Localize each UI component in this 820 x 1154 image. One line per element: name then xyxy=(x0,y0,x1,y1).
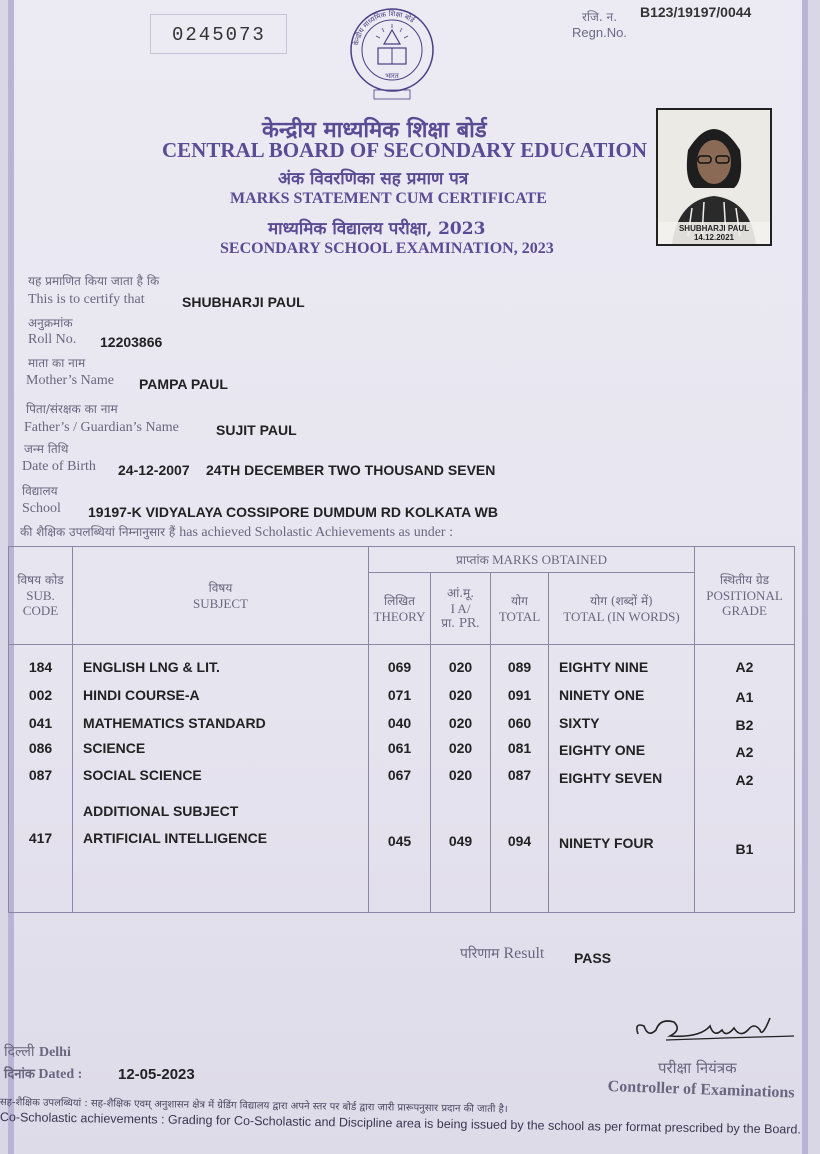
seal-arc-text: केन्द्रीय माध्यमिक शिक्षा बोर्ड xyxy=(352,9,416,47)
result-label: परिणाम Result xyxy=(460,945,545,962)
table-row-code: 087 xyxy=(28,767,53,783)
doc-title-hindi: अंक विवरणिका सह प्रमाण पत्र xyxy=(278,169,469,189)
additional-subject-label: ADDITIONAL SUBJECT xyxy=(83,803,239,819)
col-header-ia: आं.मू. I A/ प्रा. PR. xyxy=(431,573,491,645)
controller-title-hindi: परीक्षा नियंत्रक xyxy=(658,1059,737,1077)
serial-number: 0245073 xyxy=(172,24,266,46)
dob-words: 24TH DECEMBER TWO THOUSAND SEVEN xyxy=(206,462,496,478)
marks-table xyxy=(8,546,795,913)
ia-cell: 020 020 020 020 020 049 xyxy=(431,645,491,913)
table-row-code: 041 xyxy=(28,715,53,731)
table-row-subject: HINDI COURSE-A xyxy=(83,687,200,703)
mother-label: Mother’s Name xyxy=(26,373,114,388)
subjects-cell xyxy=(73,645,369,913)
seal-bottom-text: भारत xyxy=(385,72,399,80)
school-name: 19197-K VIDYALAYA COSSIPORE DUMDUM RD KOLKATA WB xyxy=(88,504,498,520)
table-row-code: 417 xyxy=(28,830,53,846)
theory-cell: 069 071 040 061 067 045 xyxy=(369,645,431,913)
table-row-subject: ARTIFICIAL INTELLIGENCE xyxy=(83,830,268,846)
dated-value: 12-05-2023 xyxy=(118,1066,195,1083)
total-words-cell: EIGHTY NINE NINETY ONE SIXTY EIGHTY ONE EIGHTY SEVEN NINETY FOUR xyxy=(549,645,695,913)
col-header-theory: लिखित THEORY xyxy=(369,573,431,645)
board-name: CENTRAL BOARD OF SECONDARY EDUCATION xyxy=(162,138,648,162)
table-row-subject: MATHEMATICS STANDARD xyxy=(83,715,266,731)
exam-title-hindi: माध्यमिक विद्यालय परीक्षा, 2023 xyxy=(268,219,486,239)
father-label: Father’s / Guardian’s Name xyxy=(24,420,179,435)
table-row-code: 002 xyxy=(28,687,53,703)
controller-signature-icon xyxy=(630,1008,800,1052)
exam-title: SECONDARY SCHOOL EXAMINATION, 2023 xyxy=(220,240,554,257)
mother-name: PAMPA PAUL xyxy=(139,376,228,392)
col-header-marks: प्राप्तांक MARKS OBTAINED xyxy=(369,547,695,573)
table-row-subject: ENGLISH LNG & LIT. xyxy=(83,659,220,675)
codes-cell xyxy=(9,645,73,913)
footer-note: Co-Scholastic achievements : Grading for Co-Scholastic and Discipline area is being issued by the school as per format prescribed by the Board. xyxy=(0,1110,801,1137)
controller-title: Controller of Examinations xyxy=(607,1078,795,1102)
dated-label: दिनांक Dated : xyxy=(4,1067,83,1082)
grade-cell: A2 A1 B2 A2 A2 B1 xyxy=(695,645,795,913)
father-name: SUJIT PAUL xyxy=(216,422,297,438)
dob-label: Date of Birth xyxy=(22,459,96,474)
student-photo xyxy=(656,108,772,246)
dob-label-hindi: जन्म तिथि xyxy=(24,442,69,456)
table-row-subject: SOCIAL SCIENCE xyxy=(83,767,202,783)
place: दिल्ली Delhi xyxy=(4,1044,71,1060)
table-row-code: 086 xyxy=(28,740,53,756)
school-label-hindi: विद्यालय xyxy=(22,484,58,498)
certify-label: This is to certify that xyxy=(28,292,145,307)
mother-label-hindi: माता का नाम xyxy=(28,356,86,370)
certify-label-hindi: यह प्रमाणित किया जाता है कि xyxy=(28,274,160,288)
roll-number: 12203866 xyxy=(100,334,163,350)
achievement-line: की शैक्षिक उपलब्धियां निम्नानुसार हैं has achieved Scholastic Achievements as under : xyxy=(20,525,453,540)
result-value: PASS xyxy=(574,950,612,966)
photo-caption: SHUBHARJI PAUL 14.12.2021 xyxy=(678,224,750,242)
regn-number: B123/19197/0044 xyxy=(640,4,752,20)
total-cell: 089 091 060 081 087 094 xyxy=(491,645,549,913)
doc-title: MARKS STATEMENT CUM CERTIFICATE xyxy=(230,190,547,207)
school-label: School xyxy=(22,501,61,516)
roll-label-hindi: अनुक्रमांक xyxy=(28,316,73,330)
roll-label: Roll No. xyxy=(28,332,77,347)
cbse-seal-icon xyxy=(348,6,436,102)
col-header-grade: स्थितीय ग्रेड POSITIONAL GRADE xyxy=(695,547,795,645)
footer-note-hindi: सह-शैक्षिक उपलब्धियां : सह-शैक्षिक एवम् अनुशासन क्षेत्र में ग्रेडिंग विद्यालय द्वारा अपने स्तर पर बोर्ड द्वारा जारी प्रारूपनुसार प्रदान की जाती है। xyxy=(0,1096,508,1116)
svg-text:केन्द्रीय माध्यमिक शिक्षा बोर् xyxy=(351,9,417,46)
father-label-hindi: पिता/संरक्षक का नाम xyxy=(26,402,118,416)
col-header-subject: विषय SUBJECT xyxy=(73,547,369,645)
regn-label: रजि. न. Regn.No. xyxy=(572,10,627,40)
col-header-code: विषय कोड SUB. CODE xyxy=(9,547,73,645)
student-name: SHUBHARJI PAUL xyxy=(182,294,305,310)
col-header-total: योग TOTAL xyxy=(491,573,549,645)
table-row-code: 184 xyxy=(28,659,53,675)
table-row-subject: SCIENCE xyxy=(83,740,146,756)
col-header-total-words: योग (शब्दों में) TOTAL (IN WORDS) xyxy=(549,573,695,645)
board-name-hindi: केन्द्रीय माध्यमिक शिक्षा बोर्ड xyxy=(262,117,487,143)
dob-value: 24-12-2007 xyxy=(118,462,190,478)
